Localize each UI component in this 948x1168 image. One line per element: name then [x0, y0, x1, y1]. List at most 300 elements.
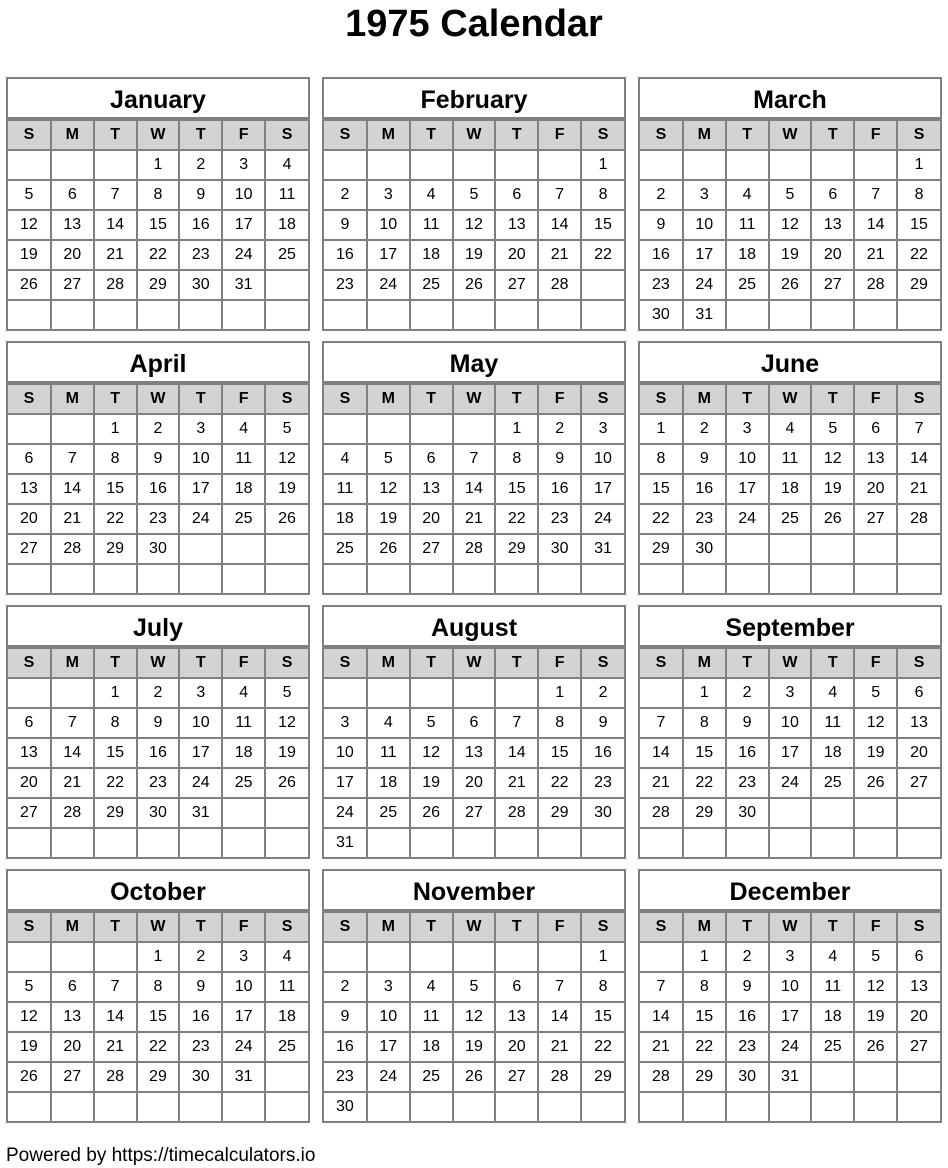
- day-cell: 22: [683, 768, 726, 798]
- day-cell: 7: [94, 972, 137, 1002]
- day-cell: [854, 150, 897, 180]
- week-row: [640, 1062, 940, 1092]
- day-cell: 3: [726, 414, 769, 444]
- day-cell: 19: [410, 768, 453, 798]
- weekday-header: F: [538, 384, 581, 414]
- day-cell: 27: [410, 534, 453, 564]
- day-cell: 6: [897, 678, 940, 708]
- weekday-header-row: [8, 912, 308, 942]
- day-cell: 15: [495, 474, 538, 504]
- day-cell: 25: [324, 534, 367, 564]
- week-row: [324, 300, 624, 329]
- day-cell: 18: [324, 504, 367, 534]
- weekday-header: S: [265, 384, 308, 414]
- day-cell: [94, 1092, 137, 1121]
- day-cell: 23: [179, 1032, 222, 1062]
- day-cell: 7: [640, 708, 683, 738]
- day-cell: 21: [495, 768, 538, 798]
- day-cell: 19: [854, 738, 897, 768]
- day-cell: 4: [410, 972, 453, 1002]
- weekday-header-row: [640, 912, 940, 942]
- day-cell: [265, 300, 308, 329]
- day-cell: 21: [538, 240, 581, 270]
- day-cell: 7: [640, 972, 683, 1002]
- day-table: [8, 647, 308, 857]
- day-cell: 31: [179, 798, 222, 828]
- day-cell: 21: [94, 240, 137, 270]
- day-cell: [683, 150, 726, 180]
- day-cell: 24: [367, 270, 410, 300]
- day-cell: 16: [581, 738, 624, 768]
- day-cell: 26: [8, 270, 51, 300]
- day-cell: 11: [265, 972, 308, 1002]
- week-row: [324, 414, 624, 444]
- day-cell: 14: [538, 1002, 581, 1032]
- day-cell: [222, 828, 265, 857]
- day-cell: 6: [495, 972, 538, 1002]
- weekday-header: T: [495, 648, 538, 678]
- week-row: [640, 474, 940, 504]
- week-row: [324, 1032, 624, 1062]
- week-row: [8, 474, 308, 504]
- week-row: [324, 210, 624, 240]
- day-cell: [897, 300, 940, 329]
- day-cell: 30: [179, 1062, 222, 1092]
- day-cell: [640, 564, 683, 593]
- day-cell: 14: [854, 210, 897, 240]
- day-cell: [222, 564, 265, 593]
- day-cell: 28: [897, 504, 940, 534]
- weekday-header: F: [538, 648, 581, 678]
- day-table: [324, 383, 624, 593]
- weekday-header-row: [640, 648, 940, 678]
- day-cell: 14: [94, 1002, 137, 1032]
- week-row: [8, 1062, 308, 1092]
- day-cell: 28: [538, 270, 581, 300]
- weekday-header: S: [897, 912, 940, 942]
- day-cell: 29: [137, 1062, 180, 1092]
- day-cell: 23: [726, 768, 769, 798]
- day-cell: [726, 150, 769, 180]
- day-cell: 16: [137, 474, 180, 504]
- day-cell: 23: [137, 768, 180, 798]
- day-cell: [367, 300, 410, 329]
- weekday-header-row: [640, 120, 940, 150]
- day-cell: 6: [453, 708, 496, 738]
- day-cell: [453, 300, 496, 329]
- day-cell: 27: [495, 1062, 538, 1092]
- day-cell: 27: [8, 798, 51, 828]
- day-cell: 1: [94, 678, 137, 708]
- day-cell: [367, 942, 410, 972]
- month-december: [638, 869, 942, 1123]
- day-cell: 8: [581, 180, 624, 210]
- weekday-header: W: [137, 912, 180, 942]
- day-cell: 1: [581, 942, 624, 972]
- day-cell: 30: [324, 1092, 367, 1121]
- weekday-header: T: [726, 648, 769, 678]
- day-cell: 26: [811, 504, 854, 534]
- week-row: [8, 534, 308, 564]
- weekday-header-row: [324, 120, 624, 150]
- day-cell: 24: [179, 768, 222, 798]
- day-cell: 23: [640, 270, 683, 300]
- day-cell: 28: [94, 1062, 137, 1092]
- day-cell: [581, 300, 624, 329]
- day-cell: 5: [453, 180, 496, 210]
- day-cell: 15: [581, 210, 624, 240]
- week-row: [640, 504, 940, 534]
- day-cell: [410, 828, 453, 857]
- day-cell: 8: [137, 972, 180, 1002]
- day-cell: 31: [581, 534, 624, 564]
- day-cell: 28: [453, 534, 496, 564]
- day-cell: [854, 1062, 897, 1092]
- day-cell: 24: [222, 240, 265, 270]
- weekday-header: F: [854, 912, 897, 942]
- day-cell: [726, 534, 769, 564]
- day-cell: [726, 564, 769, 593]
- day-cell: 6: [811, 180, 854, 210]
- weekday-header: S: [265, 648, 308, 678]
- day-cell: 17: [683, 240, 726, 270]
- day-cell: 5: [854, 942, 897, 972]
- day-cell: 9: [538, 444, 581, 474]
- day-cell: [94, 942, 137, 972]
- day-cell: [410, 564, 453, 593]
- day-cell: 25: [265, 240, 308, 270]
- day-cell: 6: [854, 414, 897, 444]
- day-cell: 24: [581, 504, 624, 534]
- day-cell: 22: [683, 1032, 726, 1062]
- day-cell: 9: [581, 708, 624, 738]
- day-cell: 2: [179, 150, 222, 180]
- day-cell: [324, 942, 367, 972]
- day-cell: 30: [538, 534, 581, 564]
- week-row: [8, 798, 308, 828]
- day-cell: [222, 798, 265, 828]
- day-cell: [137, 828, 180, 857]
- day-cell: 16: [726, 1002, 769, 1032]
- day-cell: 4: [324, 444, 367, 474]
- day-cell: 9: [137, 444, 180, 474]
- day-cell: 16: [683, 474, 726, 504]
- week-row: [640, 1002, 940, 1032]
- day-cell: 28: [51, 798, 94, 828]
- day-cell: 30: [137, 534, 180, 564]
- day-cell: [8, 300, 51, 329]
- week-row: [324, 798, 624, 828]
- day-cell: 3: [683, 180, 726, 210]
- day-cell: 13: [495, 1002, 538, 1032]
- day-cell: [453, 1092, 496, 1121]
- day-cell: 25: [410, 1062, 453, 1092]
- day-cell: 18: [410, 240, 453, 270]
- day-cell: 4: [265, 150, 308, 180]
- day-cell: 13: [811, 210, 854, 240]
- day-cell: 22: [581, 240, 624, 270]
- week-row: [8, 504, 308, 534]
- week-row: [640, 1092, 940, 1121]
- day-cell: 2: [179, 942, 222, 972]
- day-cell: 14: [897, 444, 940, 474]
- week-row: [640, 738, 940, 768]
- day-cell: 9: [324, 1002, 367, 1032]
- week-row: [640, 708, 940, 738]
- week-row: [8, 150, 308, 180]
- day-cell: 9: [179, 180, 222, 210]
- day-cell: 28: [640, 798, 683, 828]
- week-row: [640, 300, 940, 329]
- weekday-header: W: [453, 120, 496, 150]
- day-cell: 1: [538, 678, 581, 708]
- day-cell: 26: [8, 1062, 51, 1092]
- weekday-header: S: [324, 648, 367, 678]
- day-cell: 3: [367, 180, 410, 210]
- day-cell: 10: [769, 972, 812, 1002]
- weekday-header: F: [854, 120, 897, 150]
- weekday-header: F: [222, 912, 265, 942]
- day-cell: 15: [137, 210, 180, 240]
- day-cell: 15: [897, 210, 940, 240]
- day-table: [640, 647, 940, 857]
- day-cell: 4: [265, 942, 308, 972]
- day-cell: [410, 942, 453, 972]
- day-cell: 21: [897, 474, 940, 504]
- weekday-header-row: [8, 120, 308, 150]
- weekday-header-row: [8, 384, 308, 414]
- day-cell: 14: [495, 738, 538, 768]
- day-cell: [324, 564, 367, 593]
- day-cell: 25: [726, 270, 769, 300]
- day-cell: 11: [811, 972, 854, 1002]
- weekday-header: T: [811, 120, 854, 150]
- day-cell: 29: [683, 1062, 726, 1092]
- day-cell: 23: [179, 240, 222, 270]
- day-cell: 19: [8, 1032, 51, 1062]
- weekday-header: M: [683, 648, 726, 678]
- day-cell: 6: [8, 708, 51, 738]
- day-cell: 22: [94, 504, 137, 534]
- week-row: [8, 564, 308, 593]
- day-cell: 17: [769, 1002, 812, 1032]
- day-cell: 20: [51, 240, 94, 270]
- weekday-header: T: [410, 648, 453, 678]
- day-cell: [683, 828, 726, 857]
- day-cell: 1: [683, 678, 726, 708]
- day-cell: 21: [640, 1032, 683, 1062]
- weekday-header: T: [811, 912, 854, 942]
- day-cell: 9: [726, 972, 769, 1002]
- day-cell: [222, 1092, 265, 1121]
- weekday-header: S: [897, 120, 940, 150]
- weekday-header: T: [495, 120, 538, 150]
- day-cell: [8, 828, 51, 857]
- day-cell: 16: [179, 210, 222, 240]
- day-cell: [640, 828, 683, 857]
- day-cell: 31: [222, 270, 265, 300]
- month-april: [6, 341, 310, 595]
- weekday-header: M: [51, 648, 94, 678]
- day-cell: 9: [179, 972, 222, 1002]
- day-cell: 10: [367, 210, 410, 240]
- weekday-header: T: [726, 120, 769, 150]
- day-cell: 19: [453, 1032, 496, 1062]
- day-cell: 6: [51, 972, 94, 1002]
- day-cell: 29: [94, 798, 137, 828]
- week-row: [324, 972, 624, 1002]
- day-cell: 10: [769, 708, 812, 738]
- day-cell: 22: [137, 1032, 180, 1062]
- day-cell: [179, 300, 222, 329]
- day-cell: 25: [811, 768, 854, 798]
- day-cell: 30: [179, 270, 222, 300]
- day-cell: 14: [640, 1002, 683, 1032]
- day-cell: 2: [726, 678, 769, 708]
- day-cell: 9: [137, 708, 180, 738]
- day-cell: [367, 150, 410, 180]
- day-cell: 8: [683, 972, 726, 1002]
- day-cell: 7: [495, 708, 538, 738]
- day-cell: 29: [683, 798, 726, 828]
- day-cell: [581, 270, 624, 300]
- day-cell: [811, 534, 854, 564]
- day-cell: 26: [769, 270, 812, 300]
- day-cell: 12: [769, 210, 812, 240]
- day-cell: 25: [222, 768, 265, 798]
- day-cell: 27: [897, 768, 940, 798]
- day-cell: [8, 942, 51, 972]
- day-cell: [640, 678, 683, 708]
- day-cell: 2: [137, 414, 180, 444]
- day-cell: 29: [897, 270, 940, 300]
- day-cell: [137, 564, 180, 593]
- day-cell: 8: [897, 180, 940, 210]
- week-row: [8, 180, 308, 210]
- day-cell: 24: [324, 798, 367, 828]
- day-cell: [640, 942, 683, 972]
- day-cell: 1: [897, 150, 940, 180]
- day-cell: 13: [854, 444, 897, 474]
- day-cell: [94, 564, 137, 593]
- day-cell: 30: [581, 798, 624, 828]
- day-cell: [640, 1092, 683, 1121]
- week-row: [640, 210, 940, 240]
- weekday-header: S: [897, 384, 940, 414]
- day-cell: 20: [8, 504, 51, 534]
- weekday-header: W: [137, 648, 180, 678]
- weekday-header: S: [8, 384, 51, 414]
- day-table: [8, 911, 308, 1121]
- day-cell: 24: [683, 270, 726, 300]
- day-cell: 12: [8, 210, 51, 240]
- day-cell: 5: [410, 708, 453, 738]
- day-cell: [897, 1062, 940, 1092]
- day-cell: [581, 564, 624, 593]
- day-cell: 11: [367, 738, 410, 768]
- day-cell: 21: [854, 240, 897, 270]
- day-cell: 4: [726, 180, 769, 210]
- day-cell: [51, 828, 94, 857]
- day-cell: 15: [640, 474, 683, 504]
- day-cell: 17: [726, 474, 769, 504]
- day-cell: 8: [94, 708, 137, 738]
- day-cell: 5: [453, 972, 496, 1002]
- day-cell: [51, 300, 94, 329]
- day-cell: 16: [324, 240, 367, 270]
- day-cell: 19: [367, 504, 410, 534]
- day-cell: [179, 564, 222, 593]
- day-cell: 11: [265, 180, 308, 210]
- day-cell: [495, 150, 538, 180]
- day-cell: [495, 942, 538, 972]
- day-cell: 13: [897, 708, 940, 738]
- day-cell: 28: [495, 798, 538, 828]
- day-cell: 28: [854, 270, 897, 300]
- day-cell: 8: [137, 180, 180, 210]
- week-row: [324, 1002, 624, 1032]
- day-cell: 7: [94, 180, 137, 210]
- day-cell: 19: [854, 1002, 897, 1032]
- day-table: [8, 119, 308, 329]
- day-cell: 4: [811, 678, 854, 708]
- day-cell: 7: [51, 444, 94, 474]
- day-cell: 17: [179, 738, 222, 768]
- week-row: [640, 972, 940, 1002]
- week-row: [640, 564, 940, 593]
- day-cell: [137, 1092, 180, 1121]
- day-cell: 9: [324, 210, 367, 240]
- day-cell: [811, 150, 854, 180]
- weekday-header: T: [726, 912, 769, 942]
- weekday-header: W: [769, 912, 812, 942]
- month-name: July: [8, 607, 308, 647]
- weekday-header: S: [640, 384, 683, 414]
- day-cell: 24: [222, 1032, 265, 1062]
- day-cell: 23: [726, 1032, 769, 1062]
- day-cell: 21: [51, 504, 94, 534]
- weekday-header: T: [94, 912, 137, 942]
- day-cell: 18: [726, 240, 769, 270]
- day-cell: 22: [94, 768, 137, 798]
- day-cell: 23: [324, 270, 367, 300]
- day-cell: [265, 1062, 308, 1092]
- day-cell: 5: [811, 414, 854, 444]
- weekday-header-row: [324, 384, 624, 414]
- day-cell: 4: [367, 708, 410, 738]
- day-cell: [222, 300, 265, 329]
- day-cell: 12: [854, 972, 897, 1002]
- day-cell: 9: [726, 708, 769, 738]
- day-cell: [265, 1092, 308, 1121]
- day-cell: [8, 678, 51, 708]
- day-cell: [769, 828, 812, 857]
- weekday-header: F: [538, 120, 581, 150]
- day-cell: [265, 270, 308, 300]
- day-cell: 25: [410, 270, 453, 300]
- day-cell: 10: [683, 210, 726, 240]
- day-cell: 11: [410, 1002, 453, 1032]
- day-cell: 5: [854, 678, 897, 708]
- day-cell: [410, 414, 453, 444]
- day-cell: 8: [94, 444, 137, 474]
- day-cell: 18: [811, 1002, 854, 1032]
- day-cell: [811, 798, 854, 828]
- day-cell: 30: [683, 534, 726, 564]
- day-cell: 8: [640, 444, 683, 474]
- day-cell: 15: [94, 474, 137, 504]
- month-september: [638, 605, 942, 859]
